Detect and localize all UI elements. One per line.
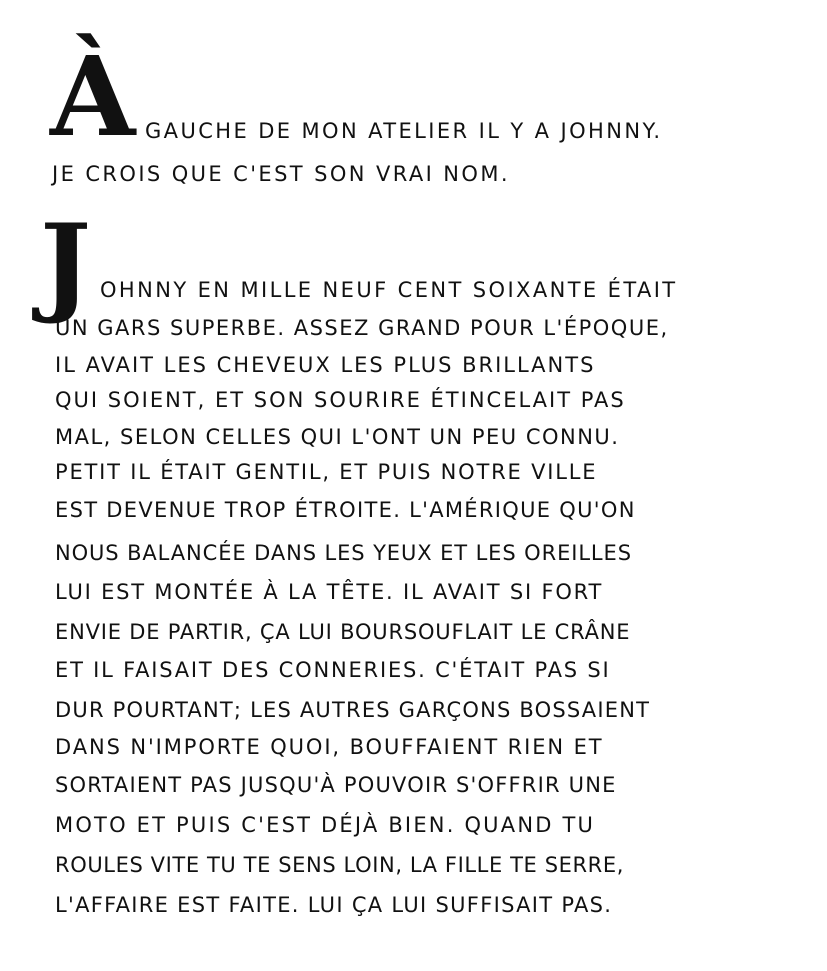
text-line: ET IL FAISAIT DES CONNERIES. C'ÉTAIT PAS SI bbox=[55, 658, 611, 682]
dropcap-a: À bbox=[50, 32, 136, 161]
text-line: DANS N'IMPORTE QUOI, BOUFFAIENT RIEN ET bbox=[55, 735, 604, 759]
dropcap-j: J bbox=[40, 201, 92, 327]
text-line: QUI SOIENT, ET SON SOURIRE ÉTINCELAIT PAS bbox=[55, 388, 626, 412]
text-line: L'AFFAIRE EST FAITE. LUI ÇA LUI SUFFISAIT PAS. bbox=[55, 893, 613, 917]
text-line: MOTO ET PUIS C'EST DÉJÀ BIEN. QUAND TU bbox=[55, 813, 596, 837]
text-line: ROULES VITE TU TE SENS LOIN, LA FILLE TE SERRE, bbox=[55, 853, 625, 877]
text-line: EST DEVENUE TROP ÉTROITE. L'AMÉRIQUE QU'ON bbox=[55, 498, 636, 522]
text-line: ENVIE DE PARTIR, ÇA LUI BOURSOUFLAIT LE CRÂNE bbox=[55, 620, 631, 644]
text-line: IL AVAIT LES CHEVEUX LES PLUS BRILLANTS bbox=[55, 353, 596, 377]
text-line: SORTAIENT PAS JUSQU'À POUVOIR S'OFFRIR UNE bbox=[55, 773, 617, 797]
text-line: LUI EST MONTÉE À LA TÊTE. IL AVAIT SI FORT bbox=[55, 580, 604, 604]
text-line: PETIT IL ÉTAIT GENTIL, ET PUIS NOTRE VILLE bbox=[55, 460, 598, 484]
text-line: OHNNY EN MILLE NEUF CENT SOIXANTE ÉTAIT bbox=[100, 278, 678, 302]
text-line: JE CROIS QUE C'EST SON VRAI NOM. bbox=[52, 162, 510, 186]
text-line: NOUS BALANCÉE DANS LES YEUX ET LES OREILLES bbox=[55, 541, 632, 565]
text-line: UN GARS SUPERBE. ASSEZ GRAND POUR L'ÉPOQUE, bbox=[55, 316, 669, 340]
text-line: MAL, SELON CELLES QUI L'ONT UN PEU CONNU. bbox=[55, 425, 620, 449]
text-line: DUR POURTANT; LES AUTRES GARÇONS BOSSAIENT bbox=[55, 698, 651, 722]
text-line: GAUCHE DE MON ATELIER IL Y A JOHNNY. bbox=[145, 119, 663, 143]
